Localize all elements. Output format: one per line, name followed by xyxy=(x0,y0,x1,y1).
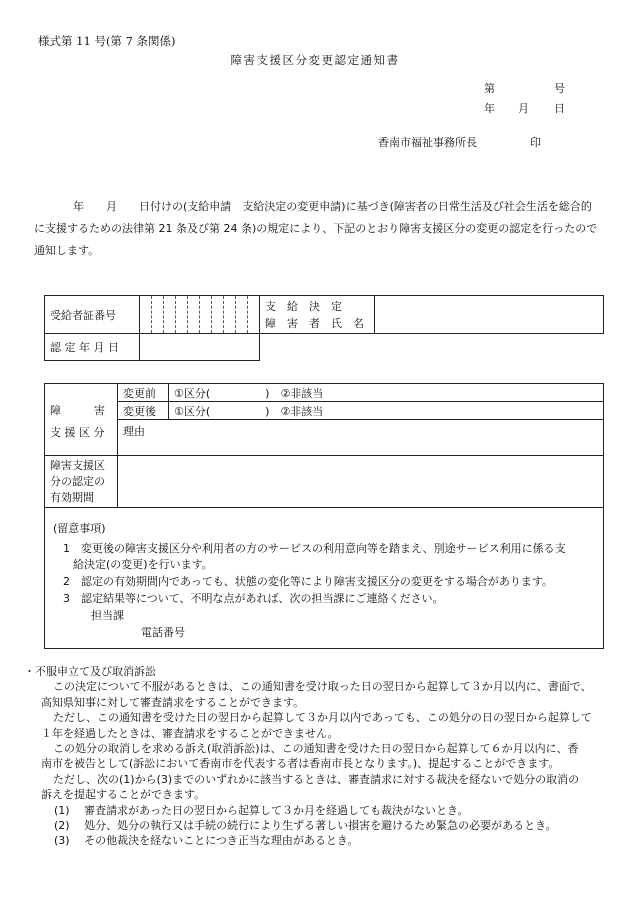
support-category-label xyxy=(45,384,118,456)
appeal-paragraph-4-continued: 訴えを提起することができます。 xyxy=(41,788,206,802)
validity-period-field[interactable] xyxy=(118,456,604,508)
department-label: 担当課 xyxy=(91,609,124,622)
digit-cell[interactable] xyxy=(188,296,200,334)
before-change-label: 変更前 xyxy=(118,384,169,402)
appeal-item-3: (3) その他裁決を経ないことにつき正当な理由があるとき。 xyxy=(54,834,359,848)
validity-period-label xyxy=(45,456,118,508)
note-item-2: 2 認定の有効期間内であっても、状態の変化等により障害支援区分の変更をする場合があります。 xyxy=(63,575,554,588)
validity-label-line2: 分の認定の xyxy=(50,474,105,488)
digit-cell[interactable] xyxy=(140,296,152,334)
digit-cell[interactable] xyxy=(236,296,248,334)
phone-number-label: 電話番号 xyxy=(141,626,185,639)
certification-date-label: 認 定 年 月 日 xyxy=(45,334,140,361)
appeal-paragraph-1-continued: 高知県知事に対して審査請求をすることができます。 xyxy=(41,695,305,709)
date-month-label: 月 xyxy=(518,102,529,115)
empty-area xyxy=(260,334,604,361)
note-item-1-continued: 給決定(の変更)を行います。 xyxy=(73,558,213,571)
decision-name-label xyxy=(260,296,375,334)
after-change-value[interactable]: ①区分( ) ②非該当 xyxy=(169,402,604,420)
note-item-1: 1 変更後の障害支援区分や利用者の方のサービスの利用意向等を踏まえ、別途サービス利用に係る支 xyxy=(63,542,566,555)
category-table xyxy=(44,383,604,508)
reason-field[interactable] xyxy=(118,420,604,456)
category-label-line2: 支 援 区 分 xyxy=(50,425,105,439)
appeal-paragraph-1: この決定について不服があるときは、この通知書を受け取った日の翌日から起算して３か月以内に、書面で、 xyxy=(53,680,592,694)
appeal-item-2: (2) 処分、処分の執行又は手続の続行により生ずる著しい損害を避けるため緊急の必要があるとき。 xyxy=(54,819,557,833)
after-change-label: 変更後 xyxy=(118,402,169,420)
appeal-heading: ・不服申立て及び取消訴訟 xyxy=(24,665,156,678)
number-label-suffix: 号 xyxy=(554,82,565,95)
issuer-name: 香南市福祉事務所長 xyxy=(378,136,477,149)
before-change-value[interactable]: ①区分( ) ②非該当 xyxy=(169,384,604,402)
recipient-number-label: 受給者証番号 xyxy=(45,296,140,334)
appeal-item-1: (1) 審査請求があった日の翌日から起算して３か月を経過しても裁決がないとき。 xyxy=(54,803,469,817)
name-label-line: 障 害 者 氏 名 xyxy=(265,316,364,330)
recipient-table xyxy=(44,295,604,361)
note-item-3: 3 認定結果等について、不明な点があれば、次の担当課にご連絡ください。 xyxy=(63,592,444,605)
decision-label-line: 支 給 決 定 xyxy=(265,299,342,313)
appeal-section xyxy=(24,664,614,849)
appeal-paragraph-2-continued: １年を経過したときは、審査請求をすることができません。 xyxy=(41,726,339,740)
date-year-label: 年 xyxy=(484,102,495,115)
appeal-paragraph-2: ただし、この通知書を受けた日の翌日から起算して３か月以内であっても、この処分の日の翌日から起算して xyxy=(53,711,592,725)
digit-cell[interactable] xyxy=(212,296,224,334)
digit-cell[interactable] xyxy=(200,296,212,334)
appeal-paragraph-3: この処分の取消しを求める訴え(取消訴訟)は、この通知書を受けた日の翌日から起算して６か月以内に、香 xyxy=(53,742,579,756)
date-day-label: 日 xyxy=(554,102,565,115)
appeal-paragraph-4: ただし、次の(1)から(3)までのいずれかに該当するときは、審査請求に対する裁決を経ないで処分の取消の xyxy=(53,772,580,786)
document-title: 障害支援区分変更認定通知書 xyxy=(230,53,400,67)
digit-cell[interactable] xyxy=(224,296,236,334)
notes-heading: (留意事項) xyxy=(53,522,106,535)
category-label-line1: 障 害 xyxy=(50,403,105,417)
validity-label-line3: 有効期間 xyxy=(50,490,94,504)
validity-label-line1: 障害支援区 xyxy=(50,458,105,472)
reason-label: 理由 xyxy=(123,425,145,438)
digit-cell[interactable] xyxy=(176,296,188,334)
notice-paragraph: 年 月 日付けの(支給申請 支給決定の変更申請)に基づき(障害者の日常生活及び社会生活を総合的に支援するための法律第 21 条及び第 24 条)の規定により、下記のとおり障害支援区分の変更の認定を行ったので通知します。 xyxy=(34,200,598,257)
digit-cell[interactable] xyxy=(152,296,164,334)
digit-cell[interactable] xyxy=(248,296,260,334)
recipient-name-field[interactable] xyxy=(375,296,604,334)
appeal-paragraph-3-continued: 南市を被告として(訴訟において香南市を代表する者は香南市長となります。)、提起することができます。 xyxy=(41,757,560,771)
seal-mark: 印 xyxy=(530,136,541,149)
notes-box xyxy=(44,507,604,649)
number-label-prefix: 第 xyxy=(484,82,495,95)
form-number: 様式第 11 号(第 7 条関係) xyxy=(38,34,176,48)
digit-cell[interactable] xyxy=(164,296,176,334)
certification-date-field[interactable] xyxy=(140,334,260,361)
